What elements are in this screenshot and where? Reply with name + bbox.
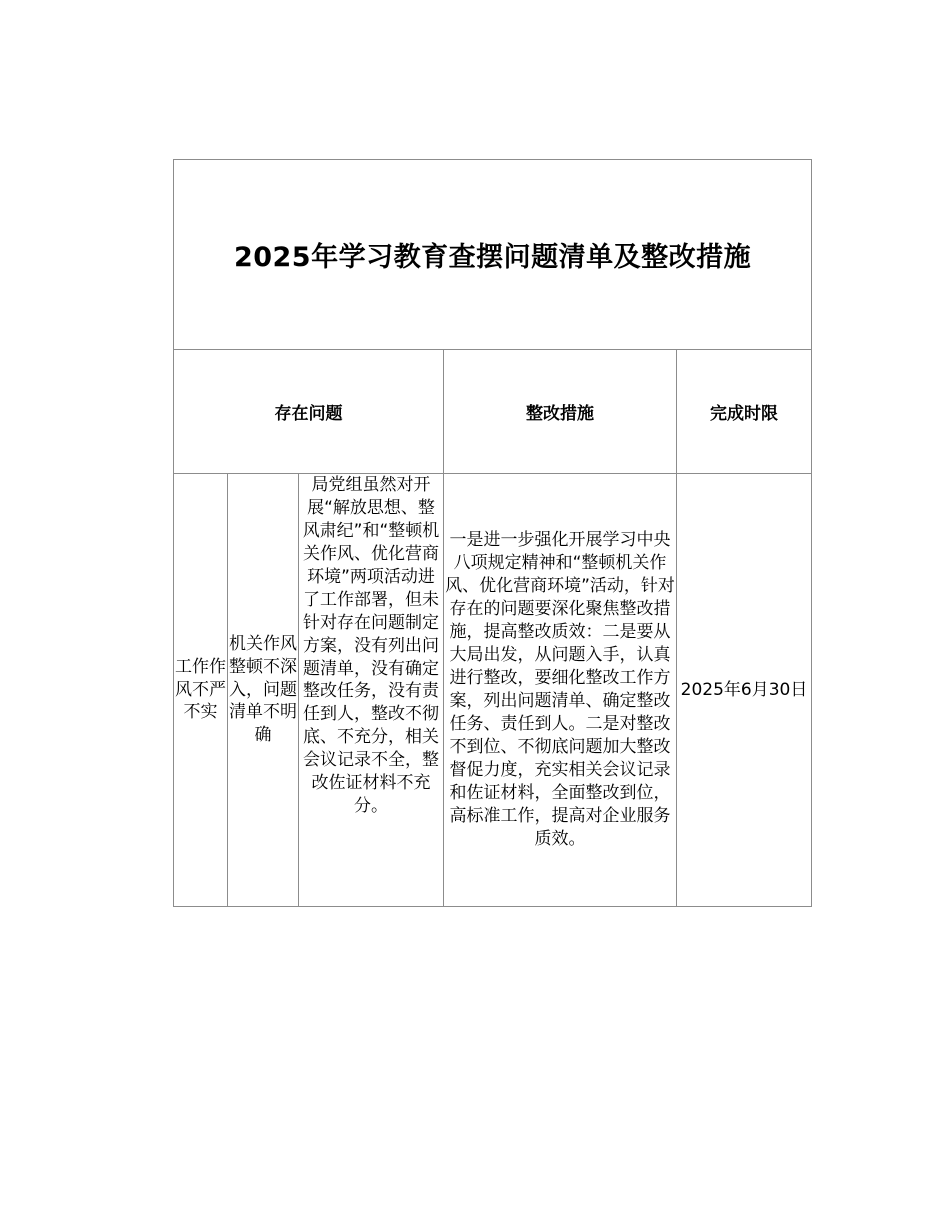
rectification-measures: 一是进一步强化开展学习中央八项规定精神和“整顿机关作风、优化营商环境”活动，针对存在的问题要深化聚焦整改措施，提高整改质效：二是要从大局出发，从问题入手，认真进行整改，要细化整改工作方案，列出问题清单、确定整改任务、责任到人。二是对整改不到位、不彻底问题加大整改督促力度，充实相关会议记录和佐证材料，全面整改到位，高标准工作，提高对企业服务质效。 [444, 474, 677, 907]
problem-detail: 局党组虽然对开展“解放思想、整风肃纪”和“整顿机关作风、优化营商环境”两项活动进了工作部署，但未针对存在问题制定方案，没有列出问题清单，没有确定整改任务，没有责任到人，整改不彻底、不充分，相关会议记录不全，整改佐证材料不充分。 [299, 474, 444, 907]
document-title: 2025年学习教育查摆问题清单及整改措施 [174, 160, 812, 350]
header-measures: 整改措施 [444, 350, 677, 474]
problem-category: 工作作风不严不实 [174, 474, 228, 907]
problem-subcategory: 机关作风整顿不深入，问题清单不明确 [228, 474, 299, 907]
header-deadline: 完成时限 [677, 350, 812, 474]
rectification-table [173, 159, 812, 907]
table-row [174, 474, 812, 907]
completion-deadline: 2025年6月30日 [677, 474, 812, 907]
header-problem: 存在问题 [174, 350, 444, 474]
